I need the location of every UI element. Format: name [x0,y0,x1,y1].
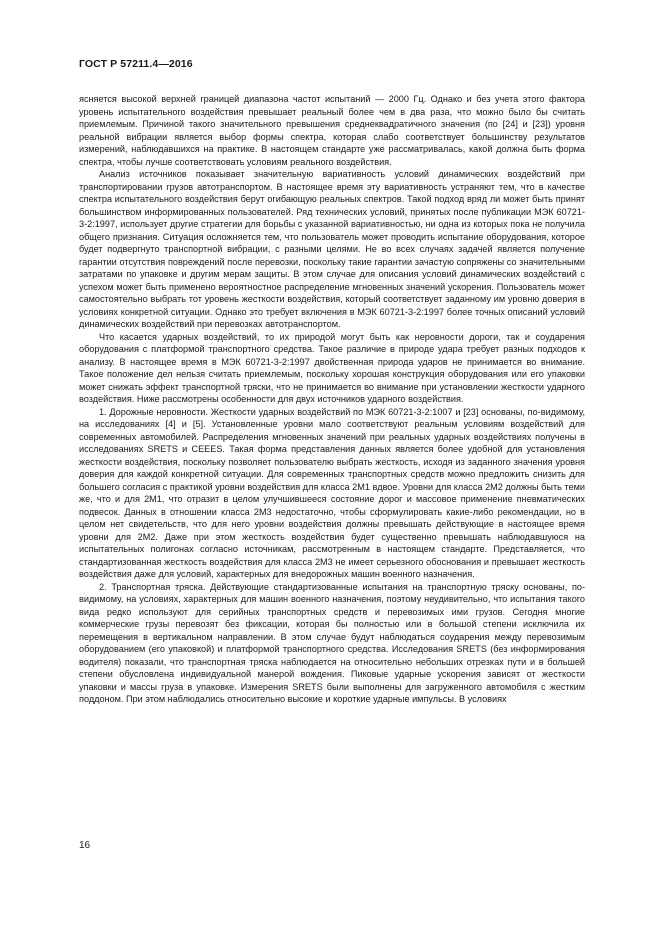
body-text [79,93,585,706]
standard-header: ГОСТ Р 57211.4—2016 [79,58,193,70]
page-number: 16 [79,840,91,851]
paragraph-road-irregularities: 1. Дорожные неровности. Жесткости ударных воздействий по МЭК 60721-3-2:1007 и [23] основаны, по-видимому, на исследованиях [4] и [5]. Установленные уровни мало соответствуют реальным условиям воздействий для современных автомобилей. Распределения мгновенных значений при реальных ударных воздействиях получены в исследованиях SRETS и CEEES. Такая форма представления данных является более удобной для установления жесткости воздействия, поскольку позволяет пользователю выбрать жесткость, исходя из заданного значения уровня доверия для каждой конкретной ситуации. Для современных транспортных средств можно предложить снизить для большего согласия с практикой уровни воздействия для класса 2М1 вдвое. Уровни для класса 2М2 должны быть теми же, что и для 2М1, что отразит в целом улучшившееся состояние дорог и массовое применение пневматических подвесок. Данных в отношении класса 2М3 недостаточно, чтобы сформулировать какие-либо рекомендации, но в целом нет свидетельств, что для него уровни воздействия должны превышать действующие в настоящее время уровни для 2М2. Даже при этом жесткость воздействия будет существенно превышать наблюдавшуюся на испытательных полигонах согласно источникам, рассмотренным в настоящем стандарте. Представляется, что стандартизованная жесткость воздействия для класса 2М3 не имеет серьезного обоснования и превышает жесткость воздействия даже для условий, характерных для внедорожных машин военного назначения. [79,406,585,579]
paragraph-shock: Что касается ударных воздействий, то их природой могут быть как неровности дороги, так и соударения оборудования с платформой транспортного средства. Такое различие в природе удара требует разных подходов к анализу. В настоящее время в МЭК 60721-3-2:1997 двойственная природа ударов не принимается во внимание. Такое положение дел нельзя считать приемлемым, поскольку хорошая конструкция оборудования или его упаковки может снижать эффект транспортной тряски, что не принимается во внимание при установлении жесткости ударного воздействия. Ниже рассмотрены особенности для двух источников ударного воздействия. [79,331,585,404]
paragraph-analysis: Анализ источников показывает значительную вариативность условий динамических воздействий при транспортировании грузов автотранспортом. В настоящее время эту вариативность устраняют тем, что в качестве спектра испытательного воздействия берут огибающую реальных спектров. Такой подход вряд ли может быть принят большинством информированных пользователей. Ряд технических условий, принятых после публикации МЭК 60721-3-2:1997, использует другие стратегии для борьбы с указанной вариативностью, ни одна из которых пока не получила общего признания. Ситуация осложняется тем, что пользователь может проводить испытание оборудования, которое будет подвергнуто транспортной вибрации, с разными целями. Не во всех случаях задачей является получение гарантии отсутствия повреждений после перевозки, поскольку такие гарантии зачастую сопряжены со значительными затратами по упаковке и другим мерам защиты. В этом случае для описания условий динамических воздействий с успехом может быть применено вероятностное распределение мгновенных значений ускорения. Пользователь может самостоятельно выбрать тот уровень жесткости воздействия, который соответствует заданному им уровню доверия в условиях конкретной ситуации. Однако это требует включения в МЭК 60721-3-2:1997 более точных описаний условий динамических воздействий при перевозках автотранспортом. [79,169,585,329]
paragraph-transport-bounce: 2. Транспортная тряска. Действующие стандартизованные испытания на транспортную тряску основаны, по-видимому, на условиях, характерных для машин военного назначения, поэтому неудивительно, что испытания такого вида редко используют для серийных транспортных средств и перевозимых ими грузов. Сегодня многие коммерческие грузы перевозят без фиксации, которая бы полностью или в большой степени исключила их перемещения в вертикальном направлении. В этом случае будут наблюдаться соударения между перевозимым оборудованием (его упаковкой) и платформой транспортного средства. Исследования SRETS (без информирования водителя) показали, что транспортная тряска наблюдается на относительно небольших отрезках пути и в большей степени обусловлена индивидуальной манерой вождения. Пиковые ударные ускорения зависят от жесткости упаковки и массы груза в упаковке. Измерения SRETS были выполнены для загруженного автомобиля с жестким поддоном. При этом наблюдались относительно высокие и короткие ударные импульсы. В условиях [79,581,585,704]
paragraph-continuation: ясняется высокой верхней границей диапазона частот испытаний — 2000 Гц. Однако и без учета этого фактора уровень испытательного воздействия превышает реальный более чем в два раза, что можно было бы считать приемлемым. Причиной такого значительного превышения среднеквадратичного значения (по [24] и [23]) уровня реальной вибрации является выбор формы спектра, которая слабо соответствует большинству результатов измерений, наблюдавшихся на практике. В настоящем стандарте уже рассматривалась, какой должна быть форма спектра, чтобы лучше соответствовать условиям реального воздействия. [79,94,585,167]
